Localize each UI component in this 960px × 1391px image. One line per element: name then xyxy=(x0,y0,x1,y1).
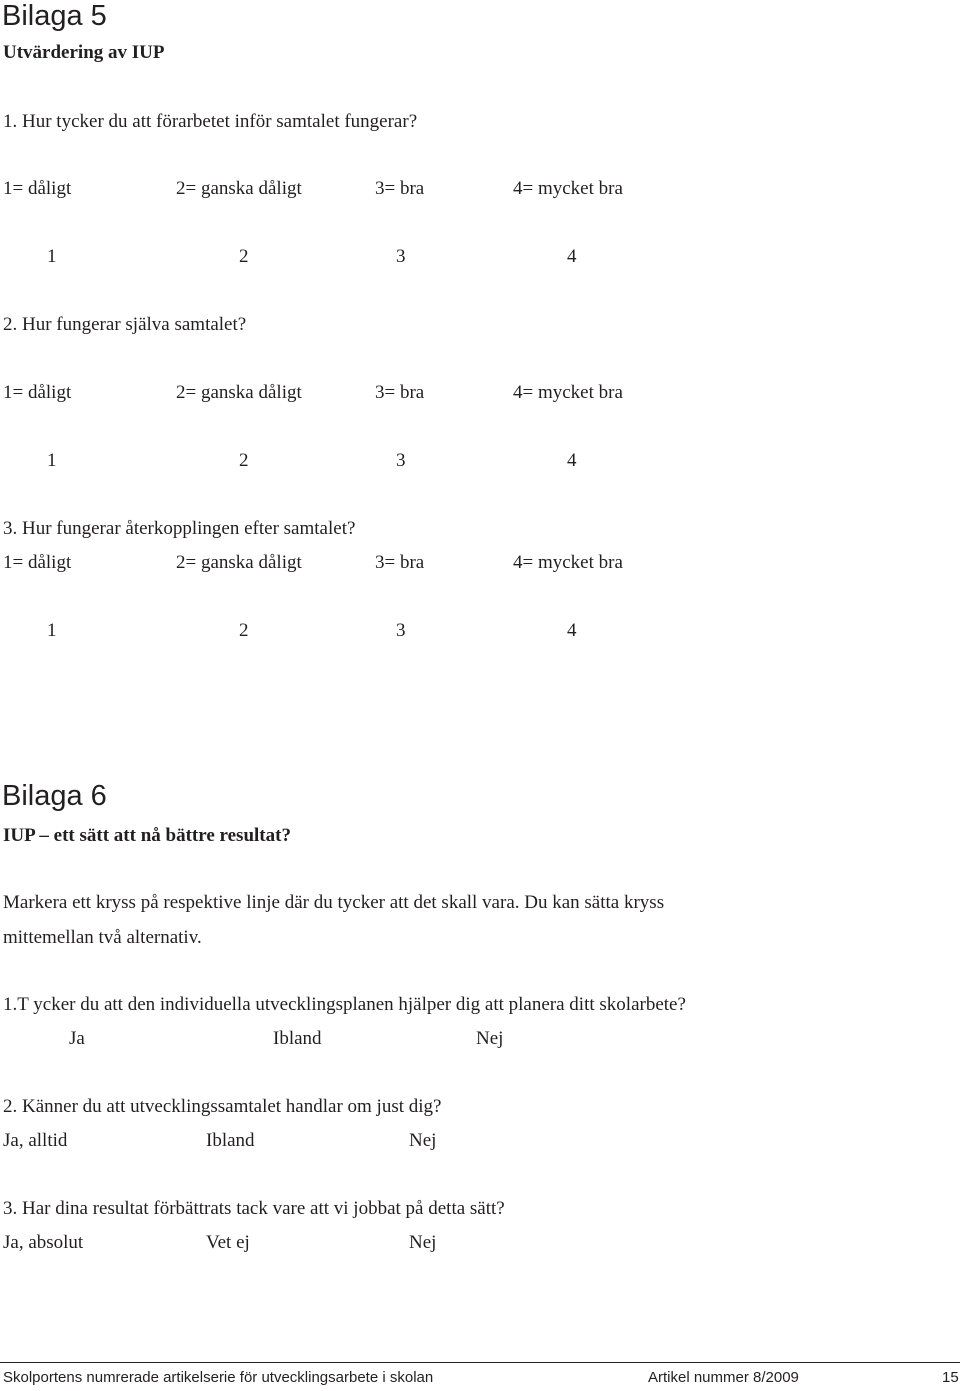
scale-option-2[interactable]: 2 xyxy=(239,620,249,641)
option-ibland[interactable]: Ibland xyxy=(206,1130,255,1151)
b6-question-3-text: 3. Har dina resultat förbättrats tack vare att vi jobbat på detta sätt? xyxy=(3,1198,505,1219)
legend-3: 3= bra xyxy=(375,382,425,403)
scale-option-3[interactable]: 3 xyxy=(396,620,406,641)
scale-option-2[interactable]: 2 xyxy=(239,450,249,471)
scale-option-1[interactable]: 1 xyxy=(47,620,57,641)
legend-2: 2= ganska dåligt xyxy=(176,382,302,403)
footer-series: Skolportens numrerade artikelserie för utvecklingsarbete i skolan xyxy=(3,1369,434,1386)
bilaga6-subtitle: IUP – ett sätt att nå bättre resultat? xyxy=(3,825,291,846)
option-nej[interactable]: Nej xyxy=(409,1232,437,1253)
option-nej[interactable]: Nej xyxy=(476,1028,504,1049)
instruction-line-1: Markera ett kryss på respektive linje där du tycker att det skall vara. Du kan sätta kryss xyxy=(3,892,665,913)
scale-option-4[interactable]: 4 xyxy=(567,620,577,641)
legend-2: 2= ganska dåligt xyxy=(176,552,302,573)
question-3-text: 3. Hur fungerar återkopplingen efter samtalet? xyxy=(3,518,356,539)
option-ja[interactable]: Ja xyxy=(69,1028,85,1049)
footer-article-number: Artikel nummer 8/2009 xyxy=(648,1369,799,1386)
legend-4: 4= mycket bra xyxy=(513,178,623,199)
question-1-text: 1. Hur tycker du att förarbetet inför samtalet fungerar? xyxy=(3,111,418,132)
legend-1: 1= dåligt xyxy=(3,382,72,403)
scale-option-1[interactable]: 1 xyxy=(47,246,57,267)
scale-option-2[interactable]: 2 xyxy=(239,246,249,267)
option-nej[interactable]: Nej xyxy=(409,1130,437,1151)
b6-question-1-text: 1.T ycker du att den individuella utvecklingsplanen hjälper dig att planera ditt skolarbete? xyxy=(3,994,686,1015)
legend-1: 1= dåligt xyxy=(3,552,72,573)
legend-2: 2= ganska dåligt xyxy=(176,178,302,199)
option-ja-alltid[interactable]: Ja, alltid xyxy=(3,1130,68,1151)
bilaga5-heading: Bilaga 5 xyxy=(2,0,107,32)
bilaga5-subtitle: Utvärdering av IUP xyxy=(3,42,165,63)
scale-option-4[interactable]: 4 xyxy=(567,450,577,471)
question-2-text: 2. Hur fungerar själva samtalet? xyxy=(3,314,247,335)
option-ibland[interactable]: Ibland xyxy=(273,1028,322,1049)
scale-option-4[interactable]: 4 xyxy=(567,246,577,267)
legend-1: 1= dåligt xyxy=(3,178,72,199)
b6-question-2-text: 2. Känner du att utvecklingssamtalet handlar om just dig? xyxy=(3,1096,442,1117)
footer-page-number: 15 xyxy=(942,1369,959,1386)
footer-rule xyxy=(0,1362,960,1363)
option-ja-absolut[interactable]: Ja, absolut xyxy=(3,1232,84,1253)
legend-3: 3= bra xyxy=(375,552,425,573)
scale-option-3[interactable]: 3 xyxy=(396,246,406,267)
legend-4: 4= mycket bra xyxy=(513,382,623,403)
scale-option-3[interactable]: 3 xyxy=(396,450,406,471)
scale-option-1[interactable]: 1 xyxy=(47,450,57,471)
legend-3: 3= bra xyxy=(375,178,425,199)
instruction-line-2: mittemellan två alternativ. xyxy=(3,927,202,948)
option-vet-ej[interactable]: Vet ej xyxy=(206,1232,250,1253)
bilaga6-heading: Bilaga 6 xyxy=(2,780,107,812)
legend-4: 4= mycket bra xyxy=(513,552,623,573)
